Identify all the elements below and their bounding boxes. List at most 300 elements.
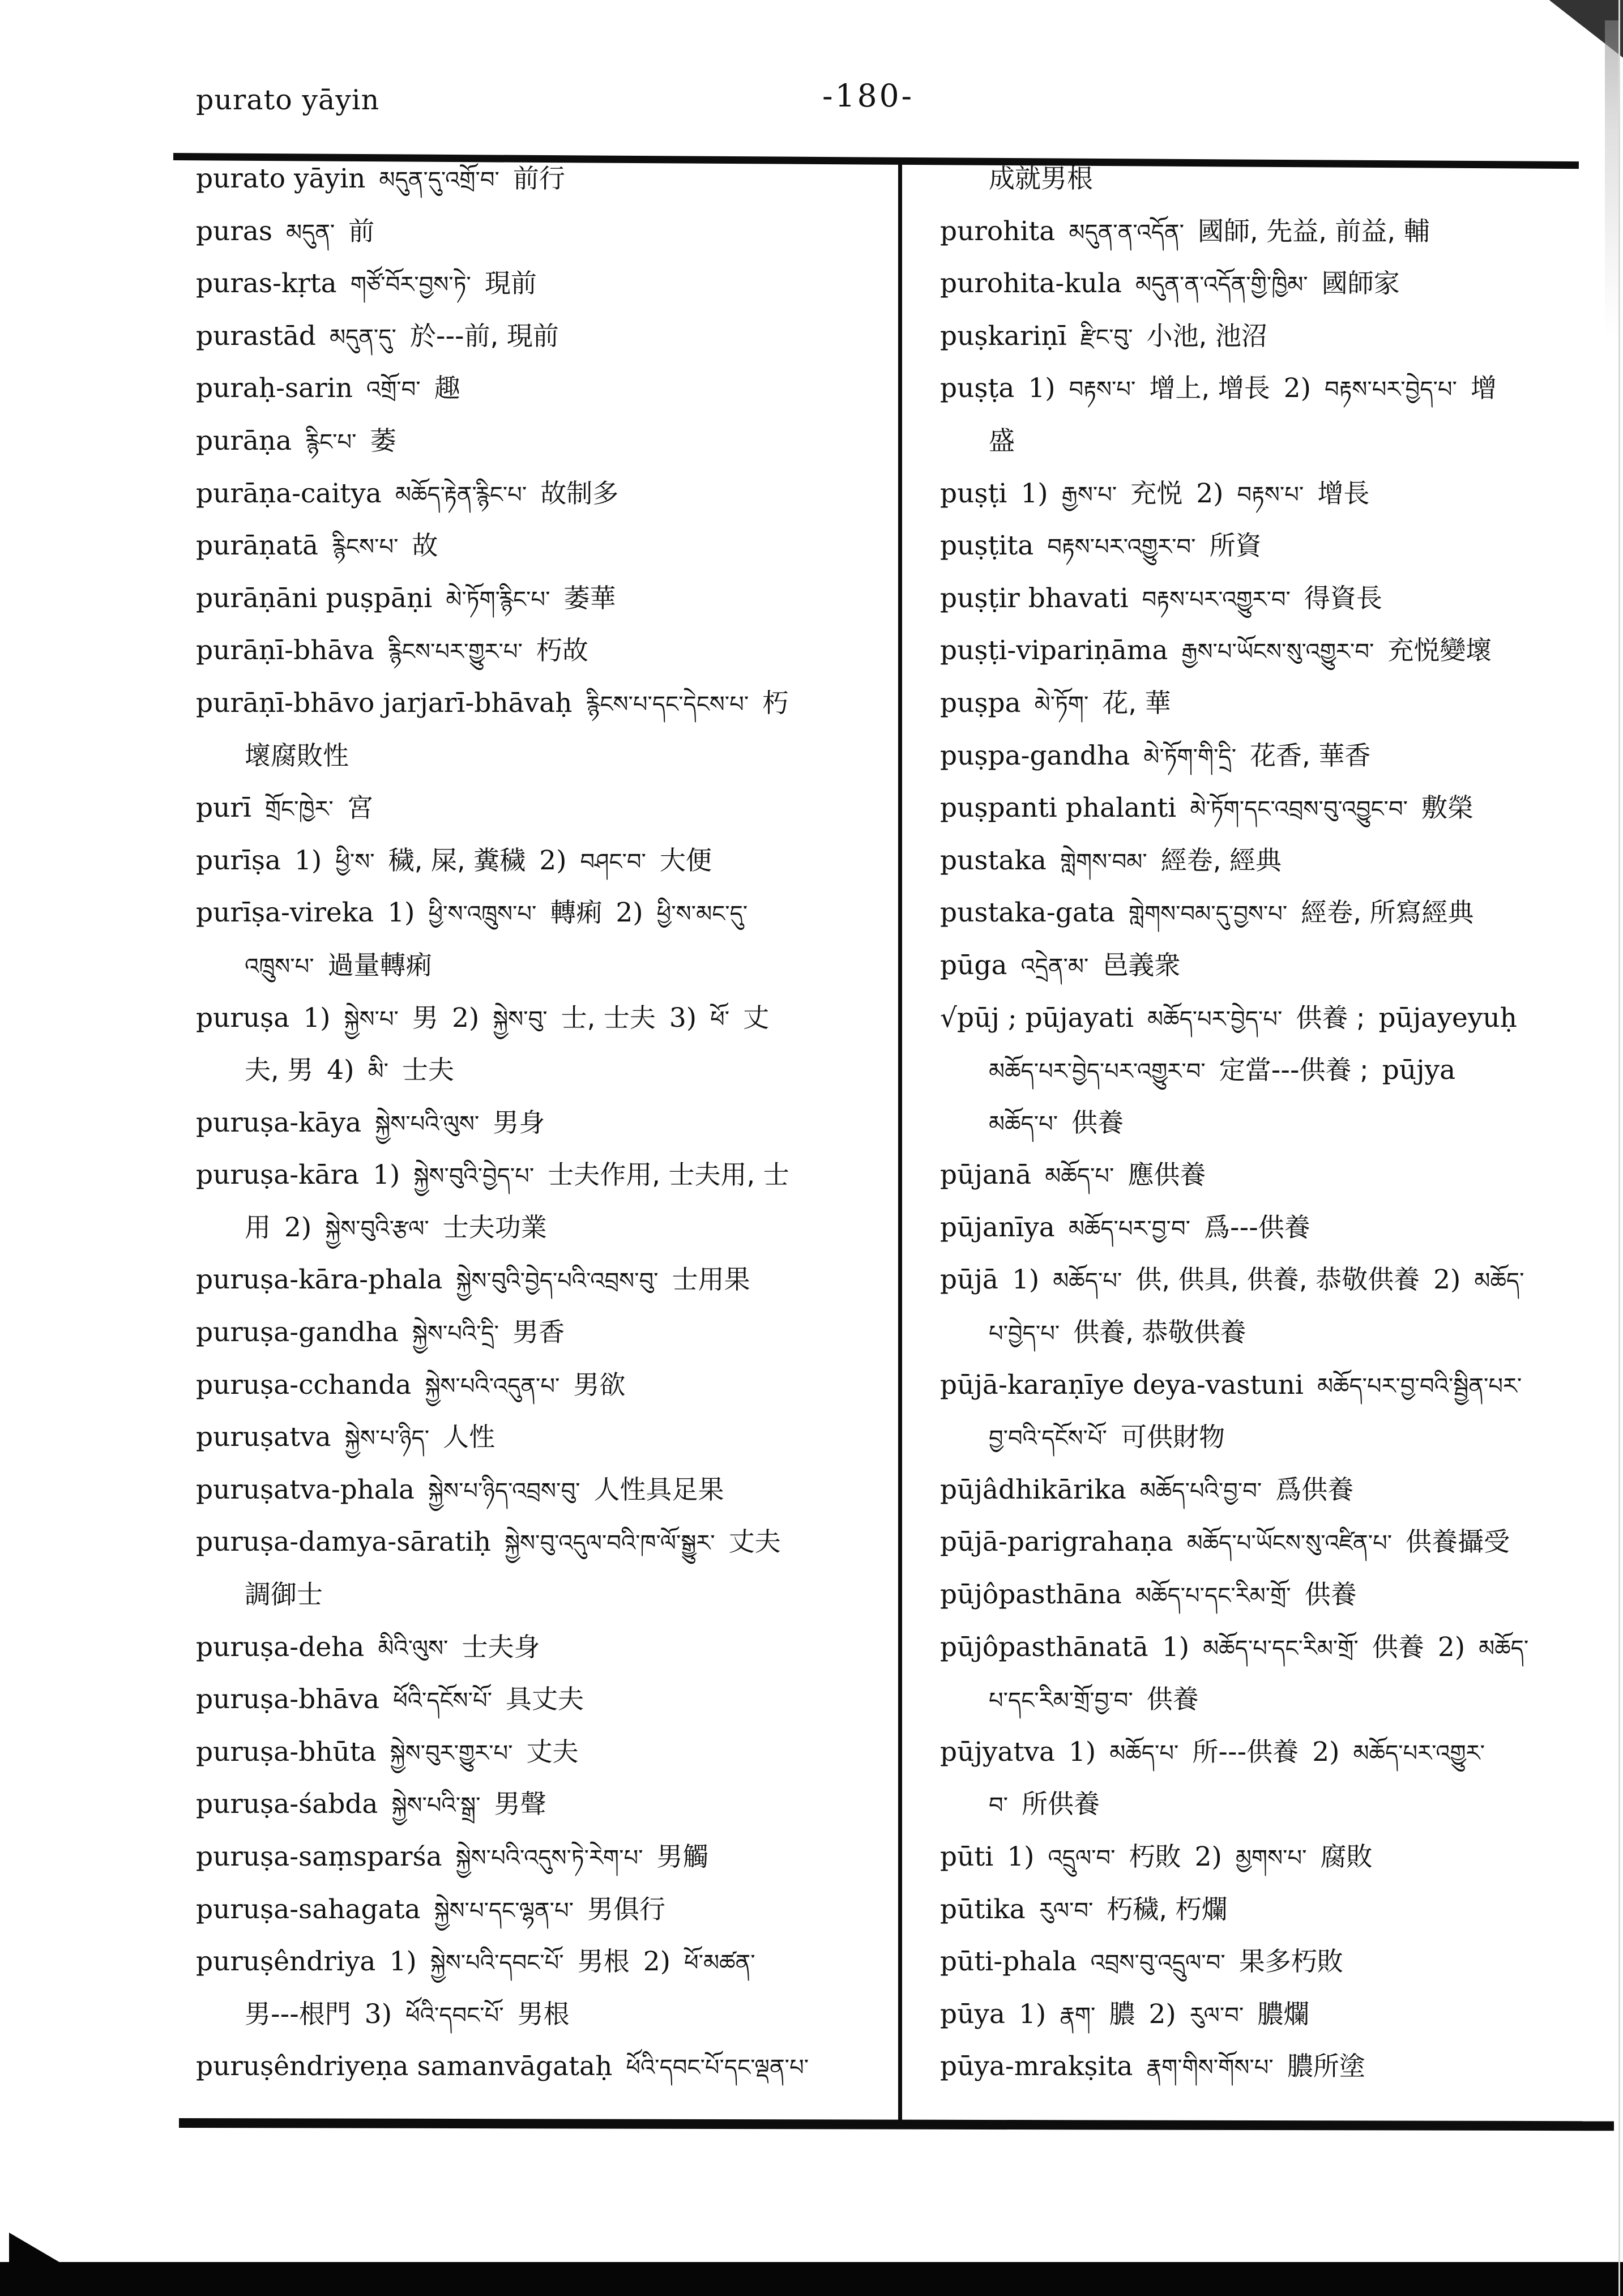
sanskrit-text: pūjyatva	[940, 1736, 1055, 1768]
sanskrit-text: puṣpanti phalanti	[940, 792, 1177, 824]
chinese-text: 得資長	[1304, 582, 1382, 613]
chinese-text: 士, 士夫	[561, 1002, 656, 1033]
sanskrit-text: 1)	[1011, 1264, 1040, 1296]
tibetan-text: སྐྱེས་པའི་འདུས་ཏེ་རེག་པ་	[455, 1845, 643, 1871]
sanskrit-text: puruṣa-śabda	[196, 1789, 378, 1820]
tibetan-text: མཆོད་རྟེན་རྙིང་པ་	[395, 481, 527, 508]
dictionary-line	[196, 477, 895, 533]
dictionary-line	[196, 1843, 895, 1896]
chinese-text: 士用果	[672, 1264, 750, 1295]
chinese-text: 大便	[659, 844, 712, 876]
tibetan-text: མཆོད་པར་འགྱུར་	[1353, 1740, 1485, 1766]
chinese-text: 爲供養	[1275, 1474, 1354, 1505]
sanskrit-text: 2)	[1283, 373, 1311, 404]
tibetan-text: རུལ་བ་	[1189, 2002, 1244, 2029]
sanskrit-text: purohita-kula	[940, 268, 1122, 300]
dictionary-line	[940, 1736, 1617, 1791]
chinese-text: 士夫	[402, 1055, 454, 1086]
chinese-text: 供養	[1372, 1631, 1424, 1662]
tibetan-text: རྒྱས་པ་	[1061, 481, 1117, 508]
dictionary-line	[940, 425, 1617, 480]
dictionary-line	[940, 1843, 1617, 1896]
sanskrit-text: 3)	[669, 1002, 697, 1034]
dictionary-line	[940, 477, 1617, 533]
sanskrit-text: 1)	[1020, 477, 1048, 509]
sanskrit-text: puruṣa-damya-sāratiḥ	[196, 1526, 492, 1558]
tibetan-text: མཆོད་	[1474, 1268, 1524, 1295]
dictionary-line	[940, 1893, 1617, 1949]
dictionary-line	[196, 949, 895, 1005]
dictionary-line	[196, 1998, 895, 2054]
tibetan-text: མདུན་དུ་	[329, 324, 396, 351]
chinese-text: 朽敗	[1129, 1841, 1181, 1872]
tibetan-text: འཁྲུས་པ་	[245, 953, 314, 980]
sanskrit-text: puruṣatva-phala	[196, 1474, 415, 1505]
right-column	[940, 165, 1617, 2106]
sanskrit-text: pūya-mrakṣita	[940, 2051, 1133, 2082]
tibetan-text: སྐྱེས་པའི་དྲི་	[412, 1321, 499, 1347]
chinese-text: 供養	[1071, 1107, 1124, 1138]
tibetan-text: སྐྱེས་བུར་གྱུར་པ་	[390, 1740, 513, 1766]
chinese-text: 充悦	[1130, 477, 1183, 509]
dictionary-line	[196, 532, 895, 585]
chinese-text: 士夫作用, 士夫用, 士	[548, 1159, 789, 1190]
chinese-text: 定當---供養 ;	[1219, 1055, 1369, 1086]
dictionary-line	[940, 1998, 1617, 2054]
dictionary-line	[196, 1631, 895, 1687]
sanskrit-text: pūjanīya	[940, 1211, 1055, 1243]
left-column	[196, 165, 895, 2106]
tibetan-text: མྱགས་པ་	[1235, 1845, 1307, 1871]
sanskrit-text: 1)	[1018, 1998, 1047, 2030]
tibetan-text: མཆོད་པར་བྱ་བའི་སྦྱིན་པར་	[1317, 1373, 1522, 1399]
tibetan-text: གླེགས་བམ་དུ་བྱས་པ་	[1128, 901, 1288, 928]
chinese-text: 膿	[1109, 1998, 1135, 2029]
sanskrit-text: puruṣêndriyeṇa samanvāgataḥ	[196, 2051, 613, 2082]
tibetan-text: སྐྱེས་པའི་ལུས་	[375, 1111, 480, 1137]
chinese-text: 所資	[1209, 530, 1262, 561]
footer-rule	[179, 2118, 1614, 2131]
chinese-text: 用	[245, 1211, 271, 1243]
chinese-text: 可供財物	[1120, 1422, 1225, 1453]
sanskrit-text: pūti-phala	[940, 1946, 1077, 1978]
sanskrit-text: pūjā-parigrahaṇa	[940, 1526, 1173, 1558]
dictionary-line	[940, 1002, 1617, 1057]
chinese-text: 萎華	[563, 582, 616, 613]
chinese-text: 丈夫	[526, 1736, 579, 1767]
sanskrit-text: 2)	[616, 897, 643, 929]
sanskrit-text: 1)	[389, 1946, 417, 1978]
sanskrit-text: puṣṭi-vipariṇāma	[940, 635, 1168, 667]
chinese-text: 趣	[434, 373, 460, 404]
dictionary-line	[196, 1211, 895, 1267]
sanskrit-text: purāṇāni puṣpāṇi	[196, 582, 433, 614]
tibetan-text: མདུན་ན་འདོན་	[1069, 219, 1184, 246]
dictionary-line	[196, 1057, 895, 1109]
chinese-text: 男俱行	[587, 1893, 666, 1924]
chinese-text: 男根	[517, 1998, 570, 2029]
sanskrit-text: puruṣa-kāya	[196, 1107, 362, 1138]
tibetan-text: འབྲས་བུ་འདྲུལ་བ་	[1090, 1950, 1225, 1977]
sanskrit-text: pūjya	[1382, 1055, 1456, 1086]
tibetan-text: རྙིང་པ་	[305, 429, 357, 455]
dictionary-line	[196, 425, 895, 480]
chinese-text: 朽穢, 朽爛	[1107, 1893, 1228, 1924]
tibetan-text: མཆོད་པ་ཡོངས་སུ་འཛིན་པ་	[1186, 1530, 1393, 1557]
chinese-text: 供養攝受	[1406, 1526, 1510, 1557]
tibetan-text: ཕྱི་ས་	[335, 848, 375, 875]
tibetan-text: མཆོད་པར་བྱེད་པར་འགྱུར་བ་	[989, 1059, 1206, 1085]
chinese-text: 增	[1470, 373, 1497, 404]
sanskrit-text: puṣṭa	[940, 373, 1015, 404]
sanskrit-text: purīṣa-vireka	[196, 897, 374, 929]
chinese-text: 萎	[370, 425, 396, 456]
tibetan-text: མཆོད་པ་དང་རིམ་གྲོ་	[1135, 1583, 1291, 1610]
dictionary-line	[196, 844, 895, 900]
sanskrit-text: pūga	[940, 949, 1007, 981]
tibetan-text: སྐྱེས་པའི་འདུན་པ་	[425, 1373, 560, 1399]
running-head-catchword: purato yāyin	[196, 84, 380, 116]
page-number: -180-	[822, 78, 915, 114]
dictionary-line	[196, 1791, 895, 1843]
tibetan-text: བརྟས་པར་འགྱུར་བ་	[1142, 586, 1291, 613]
tibetan-text: མཆོད་པ་	[1045, 1163, 1114, 1190]
tibetan-text: མཆོད་པ་	[1053, 1268, 1122, 1295]
chinese-text: 男---根門	[245, 1998, 351, 2029]
dictionary-line	[196, 165, 895, 218]
sanskrit-text: puruṣatva	[196, 1422, 331, 1453]
chinese-text: 故	[412, 530, 438, 561]
chinese-text: 士夫身	[462, 1631, 540, 1662]
dictionary-line	[196, 1109, 895, 1162]
chinese-text: 供養	[1146, 1684, 1199, 1715]
dictionary-line	[196, 1369, 895, 1424]
tibetan-text: རྫིང་བུ་	[1080, 324, 1133, 351]
dictionary-line	[940, 1476, 1617, 1529]
chinese-text: 於---前, 現前	[409, 320, 559, 351]
tibetan-text: མདུན་ན་འདོན་གྱི་ཁྱིམ་	[1135, 272, 1308, 298]
chinese-text: 朽	[762, 687, 789, 718]
tibetan-text: སྐྱེས་པ་	[344, 1006, 399, 1032]
dictionary-line	[940, 1369, 1617, 1424]
tibetan-text: སྐྱེས་བུའི་བྱེད་པའི་འབྲས་བུ་	[456, 1268, 659, 1295]
tibetan-text: མཆོད་པ་	[989, 1111, 1058, 1137]
dictionary-line	[940, 165, 1617, 218]
sanskrit-text: puruṣêndriya	[196, 1946, 376, 1978]
sanskrit-text: puṣṭi	[940, 477, 1007, 509]
tibetan-text: མེ་ཏོག་	[1034, 691, 1089, 718]
chinese-text: 夫, 男	[245, 1055, 314, 1086]
tibetan-text: འདྲེན་མ་	[1020, 953, 1089, 980]
dictionary-line	[940, 792, 1617, 847]
sanskrit-text: 1)	[387, 897, 415, 929]
chinese-text: 盛	[989, 425, 1015, 456]
tibetan-text: པ་བྱེད་པ་	[989, 1321, 1060, 1347]
dictionary-line	[196, 899, 895, 952]
dictionary-line	[940, 949, 1617, 1005]
dictionary-line	[940, 1631, 1617, 1687]
tibetan-text: འདྲུལ་བ་	[1048, 1845, 1116, 1871]
tibetan-text: ཕོའི་དངོས་པོ་	[393, 1688, 492, 1714]
dictionary-line	[196, 320, 895, 375]
chinese-text: 國師, 先益, 前益, 輔	[1197, 215, 1430, 246]
sanskrit-text: pūjanā	[940, 1159, 1032, 1191]
dictionary-line	[196, 687, 895, 742]
tibetan-text: ཕྱི་ས་མང་དུ་	[656, 901, 748, 928]
tibetan-text: པ་དང་རིམ་གྲོ་བྱ་བ་	[989, 1688, 1133, 1714]
tibetan-text: ཕོའི་དབང་པོ་དང་ལྡན་པ་	[626, 2055, 809, 2081]
dictionary-line	[940, 899, 1617, 952]
sanskrit-text: √pūj ; pūjayati	[940, 1002, 1134, 1034]
dictionary-line	[940, 270, 1617, 323]
scan-artifact-bottom-bar	[0, 2262, 1623, 2296]
dictionary-line	[196, 637, 895, 690]
tibetan-text: སྐྱེས་བུའི་རྩལ་	[325, 1215, 429, 1242]
tibetan-text: མཆོད་པ་དང་རིམ་གྲོ་	[1203, 1635, 1359, 1662]
sanskrit-text: puṣṭir bhavati	[940, 582, 1129, 614]
sanskrit-text: purohita	[940, 215, 1056, 247]
sanskrit-text: puṣkariṇī	[940, 320, 1067, 352]
chinese-text: 敷榮	[1421, 792, 1473, 823]
sanskrit-text: 1)	[1007, 1841, 1035, 1872]
tibetan-text: མཆོད་	[1479, 1635, 1529, 1662]
dictionary-line	[940, 320, 1617, 375]
chinese-text: 經卷, 經典	[1160, 844, 1282, 876]
chinese-text: 膿所塗	[1287, 2051, 1365, 2082]
sanskrit-text: purīṣa	[196, 844, 281, 876]
sanskrit-text: 2)	[1148, 1998, 1176, 2030]
chinese-text: 丈	[743, 1002, 770, 1033]
chinese-text: 爲---供養	[1204, 1211, 1310, 1243]
tibetan-text: གཙོ་བོར་བྱས་ཏེ་	[350, 272, 471, 298]
sanskrit-text: puraḥ-sarin	[196, 373, 353, 404]
chinese-text: 所供養	[1022, 1789, 1100, 1820]
chinese-text: 轉痢	[550, 897, 603, 928]
dictionary-line	[196, 270, 895, 323]
dictionary-line	[940, 1791, 1617, 1843]
chinese-text: 增長	[1317, 477, 1370, 509]
sanskrit-text: 1)	[294, 844, 322, 876]
sanskrit-text: puruṣa-kāra	[196, 1159, 360, 1191]
dictionary-line	[196, 1948, 895, 2001]
chinese-text: 男聲	[494, 1789, 546, 1820]
dictionary-line	[940, 532, 1617, 585]
sanskrit-text: pūjayeyuḥ	[1378, 1002, 1517, 1034]
sanskrit-text: 1)	[1028, 373, 1056, 404]
chinese-text: 前行	[512, 163, 565, 194]
dictionary-line	[940, 742, 1617, 795]
tibetan-text: གླེགས་བམ་	[1060, 848, 1147, 875]
tibetan-text: མི་	[368, 1059, 388, 1085]
tibetan-text: སྐྱེས་པ་ཉིད་འབྲས་བུ་	[428, 1478, 580, 1504]
sanskrit-text: pūjâdhikārika	[940, 1474, 1126, 1505]
chinese-text: 男	[412, 1002, 438, 1033]
dictionary-line	[196, 582, 895, 638]
sanskrit-text: 2)	[1196, 477, 1224, 509]
sanskrit-text: purato yāyin	[196, 163, 366, 194]
dictionary-line	[196, 1424, 895, 1476]
tibetan-text: སྐྱེས་བུ་འདུལ་བའི་ཁ་ལོ་སྒྱུར་	[505, 1530, 715, 1557]
chinese-text: 供, 供具, 供養, 恭敬供養	[1135, 1264, 1420, 1295]
dictionary-line	[196, 1319, 895, 1372]
sanskrit-text: 2)	[1433, 1264, 1461, 1296]
chinese-text: 花香, 華香	[1250, 740, 1371, 771]
sanskrit-text: 1)	[303, 1002, 331, 1034]
chinese-text: 花, 華	[1102, 687, 1171, 718]
tibetan-text: རྙིངས་པ་དང་དེངས་པ་	[586, 691, 749, 718]
sanskrit-text: puruṣa-saṃsparśa	[196, 1841, 442, 1872]
chinese-text: 果多朽敗	[1238, 1946, 1343, 1977]
tibetan-text: མཆོད་པའི་བྱ་བ་	[1139, 1478, 1262, 1504]
dictionary-line	[196, 1526, 895, 1581]
dictionary-line	[940, 1159, 1617, 1214]
dictionary-line	[940, 1211, 1617, 1267]
sanskrit-text: pustaka	[940, 844, 1047, 876]
sanskrit-text: 2)	[284, 1211, 312, 1243]
chinese-text: 人性具足果	[593, 1474, 724, 1505]
sanskrit-text: pustaka-gata	[940, 897, 1115, 929]
sanskrit-text: 4)	[327, 1055, 355, 1086]
dictionary-line	[196, 2053, 895, 2106]
tibetan-text: མེ་ཏོག་དང་འབྲས་བུ་འབྱུང་བ་	[1190, 796, 1408, 823]
sanskrit-text: pūjā	[940, 1264, 998, 1296]
tibetan-text: རུལ་བ་	[1039, 1897, 1094, 1924]
tibetan-text: བརྟས་པར་བྱེད་པ་	[1324, 377, 1457, 403]
dictionary-line	[940, 375, 1617, 428]
dictionary-line	[940, 1581, 1617, 1634]
sanskrit-text: puruṣa	[196, 1002, 290, 1034]
sanskrit-text: puṣpa	[940, 687, 1021, 719]
chinese-text: 經卷, 所寫經典	[1301, 897, 1474, 928]
tibetan-text: བརྟས་པ་	[1237, 481, 1304, 508]
chinese-text: 丈夫	[728, 1526, 781, 1557]
sanskrit-text: purāṇī-bhāvo jarjarī-bhāvaḥ	[196, 687, 573, 719]
tibetan-text: མཆོད་པར་བྱ་བ་	[1068, 1215, 1190, 1242]
sanskrit-text: puruṣa-bhūta	[196, 1736, 377, 1768]
dictionary-line	[940, 582, 1617, 638]
tibetan-text: གྲོང་ཁྱེར་	[264, 796, 334, 823]
tibetan-text: བ་	[989, 1793, 1009, 1819]
dictionary-line	[196, 1581, 895, 1634]
tibetan-text: རྙིངས་པར་གྱུར་པ་	[387, 639, 523, 665]
sanskrit-text: puruṣa-bhāva	[196, 1684, 380, 1715]
chinese-text: 男根	[577, 1946, 630, 1977]
dictionary-line	[940, 215, 1617, 271]
dictionary-line	[196, 1686, 895, 1739]
chinese-text: 國師家	[1321, 268, 1400, 299]
chinese-text: 故制多	[540, 477, 619, 509]
chinese-text: 人性	[443, 1422, 496, 1453]
sanskrit-text: pūjôpasthāna	[940, 1579, 1122, 1611]
sanskrit-text: puruṣa-kāra-phala	[196, 1264, 443, 1296]
tibetan-text: རྒྱས་པ་ཡོངས་སུ་འགྱུར་བ་	[1181, 639, 1374, 665]
chinese-text: 穢, 屎, 糞穢	[388, 844, 526, 876]
chinese-text: 膿爛	[1257, 1998, 1310, 2029]
tibetan-text: མེ་ཏོག་གི་དྲི་	[1143, 744, 1237, 770]
dictionary-line	[940, 1424, 1617, 1476]
sanskrit-text: purāṇī-bhāva	[196, 635, 374, 667]
chinese-text: 前	[348, 215, 375, 246]
chinese-text: 男身	[493, 1107, 545, 1138]
dictionary-line	[940, 1319, 1617, 1372]
sanskrit-text: purī	[196, 792, 251, 824]
sanskrit-text: purastād	[196, 320, 316, 352]
chinese-text: 調御士	[245, 1579, 323, 1610]
tibetan-text: ཕོ་	[710, 1006, 730, 1032]
dictionary-line	[196, 1893, 895, 1949]
dictionary-line	[940, 1948, 1617, 2001]
chinese-text: 所---供養	[1192, 1736, 1299, 1767]
dictionary-line	[196, 1159, 895, 1214]
dictionary-line	[196, 1736, 895, 1791]
sanskrit-text: puṣṭita	[940, 530, 1034, 562]
dictionary-line	[940, 687, 1617, 742]
sanskrit-text: 1)	[1068, 1736, 1096, 1768]
dictionary-line	[940, 1109, 1617, 1162]
tibetan-text: མདུན་དུ་འགྲོ་བ་	[379, 167, 499, 193]
scan-artifact-edge-streak	[1605, 20, 1618, 338]
sanskrit-text: 2)	[1312, 1736, 1340, 1768]
chinese-text: 邑義衆	[1102, 949, 1181, 980]
dictionary-line	[940, 637, 1617, 690]
dictionary-line	[940, 844, 1617, 900]
chinese-text: 宮	[347, 792, 373, 823]
chinese-text: 現前	[484, 268, 537, 299]
chinese-text: 具丈夫	[506, 1684, 584, 1715]
sanskrit-text: 1)	[1161, 1631, 1190, 1663]
chinese-text: 應供養	[1127, 1159, 1206, 1190]
tibetan-text: བྱ་བའི་དངོས་པོ་	[989, 1426, 1107, 1452]
tibetan-text: མཆོད་པར་བྱེད་པ་	[1147, 1006, 1283, 1032]
dictionary-line	[940, 1686, 1617, 1739]
tibetan-text: སྐྱེས་བུ་	[493, 1006, 548, 1032]
chinese-text: 男香	[512, 1317, 565, 1348]
tibetan-text: རྣག་གིས་གོས་པ་	[1146, 2055, 1274, 2081]
dictionary-line	[940, 1526, 1617, 1581]
chinese-text: 壞腐敗性	[245, 740, 349, 771]
sanskrit-text: 2)	[1437, 1631, 1466, 1663]
sanskrit-text: 3)	[364, 1998, 392, 2030]
chinese-text: 男觸	[656, 1841, 709, 1872]
chinese-text: 充悦變壞	[1387, 635, 1492, 666]
dictionary-line	[196, 375, 895, 428]
dictionary-line	[196, 792, 895, 847]
sanskrit-text: puras-kṛta	[196, 268, 337, 300]
tibetan-text: བརྟས་པར་འགྱུར་བ་	[1047, 534, 1196, 561]
sanskrit-text: 2)	[643, 1946, 670, 1978]
tibetan-text: རྣག་	[1060, 2002, 1096, 2029]
tibetan-text: འགྲོ་བ་	[366, 377, 421, 403]
chinese-text: 增上, 增長	[1149, 373, 1270, 404]
sanskrit-text: purāṇa	[196, 425, 292, 456]
tibetan-text: མེ་ཏོག་རྙིང་པ་	[446, 586, 550, 613]
tibetan-text: ཕོ་མཚན་	[684, 1950, 755, 1977]
dictionary-line	[196, 742, 895, 795]
tibetan-text: མཆོད་པ་	[1109, 1740, 1179, 1766]
tibetan-text: རྙིངས་པ་	[332, 534, 399, 561]
scan-artifact-bottom-notch	[9, 2233, 61, 2263]
sanskrit-text: pūjôpasthānatā	[940, 1631, 1148, 1663]
dictionary-line	[940, 1266, 1617, 1319]
tibetan-text: ཕོའི་དབང་པོ་	[405, 2002, 504, 2029]
chinese-text: 供養, 恭敬供養	[1073, 1317, 1246, 1348]
tibetan-text: བརྟས་པ་	[1069, 377, 1136, 403]
column-divider-rule	[898, 160, 902, 2120]
chinese-text: 供養	[1304, 1579, 1357, 1610]
tibetan-text: སྐྱེས་པ་ཉིད་	[344, 1426, 430, 1452]
chinese-text: 朽故	[536, 635, 588, 666]
sanskrit-text: 2)	[1194, 1841, 1222, 1872]
